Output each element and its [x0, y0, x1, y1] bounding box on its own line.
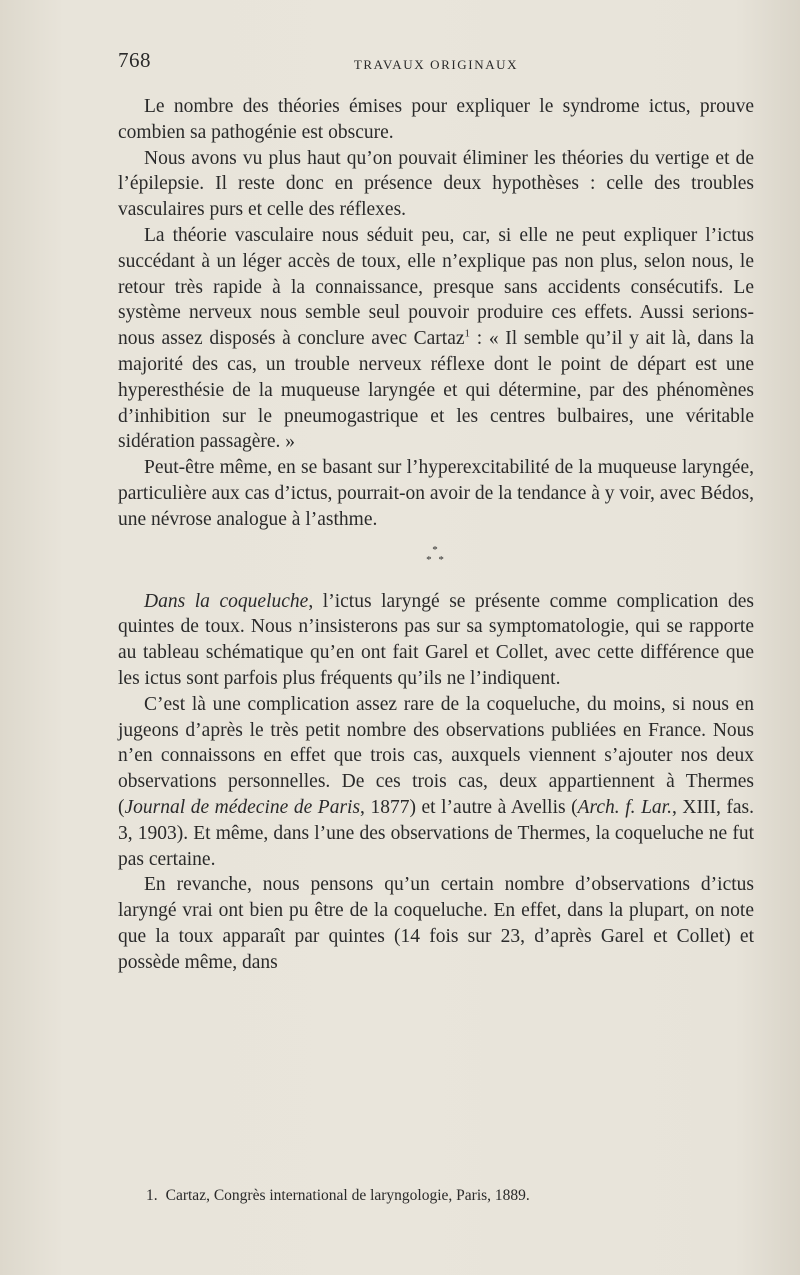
- footnote-ref: 1: [464, 327, 471, 340]
- footnote: [146, 1186, 746, 1206]
- journal-title: Journal de médecine de Paris: [124, 796, 361, 818]
- paragraph-3-text-b: : « Il semble qu’il y ait là, dans la majorité des cas, un trouble nerveux réflexe dont le point de départ est une hyperesthésie de la muqueuse laryngée et qui détermine, par des phénomènes d’inhibition sur le pneumogastrique et les centres bulbaires, une véritable sidération passagère. »: [118, 328, 755, 453]
- paragraph-5: [118, 589, 754, 692]
- paragraph-2: Nous avons vu plus haut qu’on pouvait éliminer les théories du vertige et de l’épilepsie. Il reste donc en présence deux hypothèses : celle des troubles vasculaires purs et celle des réflexes.: [118, 147, 754, 221]
- paragraph-5-text: , l’ictus laryngé se présente comme complication des quintes de toux. Nous n’insisterons pas sur sa symptomatologie, qui se rapporte au tableau schématique qu’en ont fait Garel et Collet, avec cette différence que les ictus sont parfois plus fréquents qu’ils ne l’indiquent.: [118, 590, 754, 689]
- paragraph-6-text-b: , 1877) et l’autre à Avellis (: [360, 796, 578, 818]
- page-header: [118, 48, 754, 72]
- separator-bottom: * *: [426, 553, 446, 566]
- running-head: TRAVAUX ORIGINAUX: [353, 57, 519, 72]
- section-intro-italic: Dans la coqueluche: [144, 590, 309, 612]
- archive-title: Arch. f. Lar.: [577, 796, 672, 818]
- paragraph-1: Le nombre des théories émises pour expliquer le syndrome ictus, prouve combien sa pathogénie est obscure.: [118, 96, 754, 143]
- paragraph-3-text-a: La théorie vasculaire nous séduit peu, car, si elle ne peut expliquer l’ictus succédant à un léger accès de toux, elle n’explique pas non plus, selon nous, le retour très rapide à la connaissance, presque sans accidents consécutifs. Le système nerveux nous semble seul pouvoir produire ces effets. Aussi serions-nous assez disposés à conclure avec Cartaz: [118, 224, 754, 350]
- body-text: [118, 94, 754, 976]
- section-separator: [118, 545, 754, 565]
- paragraph-4: Peut-être même, en se basant sur l’hyperexcitabilité de la muqueuse laryngée, particulière aux cas d’ictus, pourrait-on avoir de la tendance à y voir, avec Bédos, une névrose analogue à l’asthme.: [118, 457, 754, 530]
- footnote-text: Cartaz, Congrès international de laryngologie, Paris, 1889.: [165, 1187, 530, 1204]
- footnote-number: 1.: [146, 1187, 158, 1204]
- paragraph-3: [118, 223, 754, 455]
- paragraph-6-text-c: , XIII, fas. 3, 1903). Et même, dans l’une des observations de Thermes, la coqueluche ne fut pas certaine.: [118, 796, 754, 870]
- paragraph-6: [118, 692, 754, 873]
- paragraph-7: En revanche, nous pensons qu’un certain nombre d’observations d’ictus laryngé vrai ont bien pu être de la coqueluche. En effet, dans la plupart, on note que la toux apparaît par quintes (14 fois sur 23, d’après Garel et Collet) et possède même, dans: [118, 874, 754, 973]
- separator-top: *: [432, 543, 440, 556]
- page-number: 768: [118, 48, 151, 72]
- paragraph-6-text-a: C’est là une complication assez rare de la coqueluche, du moins, si nous en jugeons d’après le très petit nombre des observations publiées en France. Nous n’en connaissons en effet que trois cas, auxquels viennent s’ajouter nos deux observations personnelles. De ces trois cas, deux appartiennent à Thermes (: [118, 693, 754, 818]
